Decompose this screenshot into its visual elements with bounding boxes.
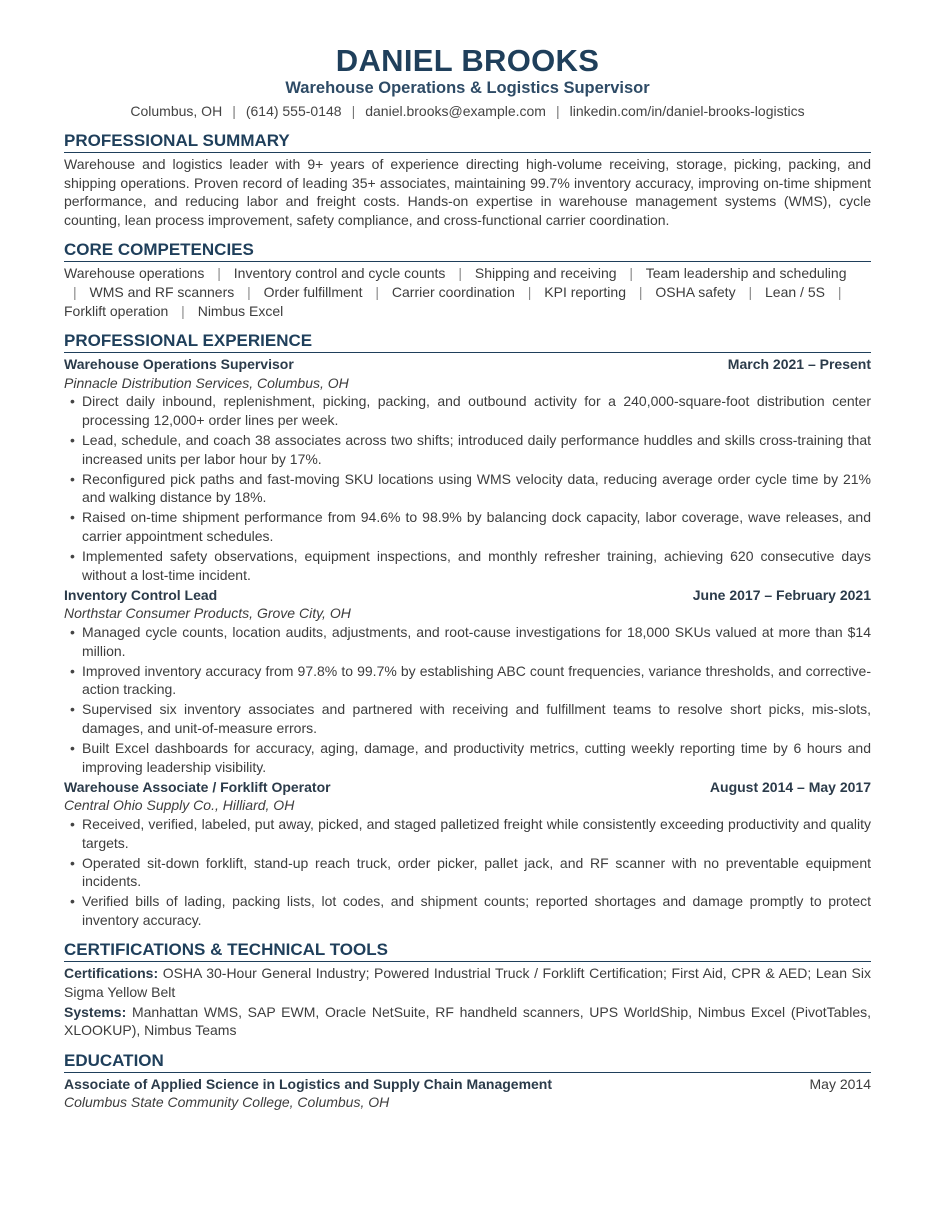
job-dates: March 2021 – Present — [727, 356, 871, 373]
job-bullets — [64, 392, 871, 584]
competency-separator: | — [73, 283, 77, 300]
contact-location: Columbus, OH — [130, 103, 223, 119]
experience-section — [64, 331, 871, 929]
competency-item: Carrier coordination — [391, 283, 515, 300]
job-entry — [64, 778, 871, 930]
job-title: Warehouse Associate / Forklift Operator — [64, 778, 331, 795]
resume-header — [64, 0, 871, 120]
competency-item: KPI reporting — [544, 283, 626, 300]
competency-item: Lean / 5S — [765, 283, 825, 300]
bullet-item: • Lead, schedule, and coach 38 associates across two shifts; introduced daily performance huddles and skills cross-training that increased units per labor hour by 17%. — [64, 431, 871, 468]
job-entry — [64, 586, 871, 776]
contact-separator: | — [351, 103, 356, 119]
competency-item: Team leadership and scheduling — [645, 265, 847, 282]
job-dates: August 2014 – May 2017 — [709, 778, 871, 795]
bullet-item: • Verified bills of lading, packing lists, lot codes, and shipment counts; reported shortages and damage promptly to protect inventory accuracy. — [64, 892, 871, 929]
competency-separator: | — [837, 283, 842, 300]
certifications-label: Certifications: — [64, 965, 159, 982]
experience-heading: PROFESSIONAL EXPERIENCE — [64, 331, 871, 353]
education-degree: Associate of Applied Science in Logistics and Supply Chain Management — [64, 1075, 553, 1092]
competency-item: Inventory control and cycle counts — [233, 265, 446, 282]
education-body — [64, 1075, 871, 1112]
job-entry — [64, 355, 871, 584]
contact-linkedin[interactable]: linkedin.com/in/daniel-brooks-logistics — [569, 103, 805, 119]
contact-phone: (614) 555-0148 — [245, 103, 342, 119]
contact-line — [64, 102, 871, 120]
bullet-item: • Supervised six inventory associates and partnered with receiving and fulfillment teams to resolve short picks, mis-slots, damages, and unit-of-measure errors. — [64, 700, 871, 737]
competency-separator: | — [458, 265, 462, 282]
contact-separator: | — [555, 103, 560, 119]
competency-item: Warehouse operations — [64, 265, 205, 282]
bullet-item: • Raised on-time shipment performance from 94.6% to 98.9% by balancing dock capacity, labor coverage, wave releases, and carrier appointment schedules. — [64, 508, 871, 545]
bullet-item: • Improved inventory accuracy from 97.8% to 99.7% by establishing ABC count frequencies, variance thresholds, and corrective-action tracking. — [64, 662, 871, 699]
bullet-item: • Direct daily inbound, replenishment, picking, packing, and outbound activity for a 240,000-square-foot distribution center processing 12,000+ order lines per week. — [64, 392, 871, 429]
education-heading: EDUCATION — [64, 1051, 871, 1073]
job-bullets — [64, 623, 871, 776]
job-title: Inventory Control Lead — [64, 586, 218, 603]
certifications-section — [64, 940, 871, 1039]
competency-separator: | — [217, 265, 221, 282]
education-school: Columbus State Community College, Columbus, OH — [64, 1094, 390, 1111]
summary-text: Warehouse and logistics leader with 9+ years of experience directing high-volume receiving, storage, picking, packing, and shipping operations. Proven record of leading 35+ associates, maintaining 99.7% inventory accuracy, improving on-time shipment performance, and reducing labor and freight costs. Hands-on expertise in warehouse management systems (WMS), cycle counting, lean process improvement, safety compliance, and cross-functional carrier coordination. — [64, 156, 871, 228]
bullet-item: • Operated sit-down forklift, stand-up reach truck, order picker, pallet jack, and RF scanner with no preventable equipment incidents. — [64, 854, 871, 891]
competency-item: Shipping and receiving — [474, 265, 617, 282]
certifications-text: OSHA 30-Hour General Industry; Powered Industrial Truck / Forklift Certification; First Aid, CPR & AED; Lean Six Sigma Yellow Belt — [64, 965, 872, 1001]
competencies-list — [64, 264, 871, 320]
competencies-section — [64, 240, 871, 320]
competency-separator: | — [181, 302, 185, 319]
bullet-item: • Implemented safety observations, equipment inspections, and monthly refresher training, achieving 620 consecutive days without a lost-time incident. — [64, 547, 871, 584]
education-section — [64, 1051, 871, 1112]
bullet-item: • Received, verified, labeled, put away, picked, and staged palletized freight while consistently exceeding productivity and quality targets. — [64, 815, 871, 852]
contact-email[interactable]: daniel.brooks@example.com — [365, 103, 546, 119]
job-organization: Central Ohio Supply Co., Hilliard, OH — [64, 797, 295, 814]
job-dates: June 2017 – February 2021 — [692, 586, 871, 603]
competency-separator: | — [638, 283, 643, 300]
job-header — [64, 355, 871, 374]
job-bullets — [64, 815, 871, 930]
systems-label: Systems: — [64, 1003, 127, 1020]
competency-separator: | — [375, 283, 380, 300]
experience-list — [64, 355, 871, 929]
job-header — [64, 586, 871, 605]
job-organization: Northstar Consumer Products, Grove City, OH — [64, 605, 351, 622]
summary-section — [64, 131, 871, 229]
competency-item: WMS and RF scanners — [89, 283, 235, 300]
systems-line — [64, 1003, 871, 1040]
bullet-item: • Built Excel dashboards for accuracy, aging, damage, and productivity metrics, cutting weekly reporting time by 6 hours and improving leadership visibility. — [64, 739, 871, 776]
job-title: Warehouse Operations Supervisor — [64, 356, 294, 373]
education-header — [64, 1075, 871, 1094]
certifications-line — [64, 964, 871, 1001]
competency-separator: | — [527, 283, 532, 300]
competencies-heading: CORE COMPETENCIES — [64, 240, 871, 262]
competency-separator: | — [247, 283, 251, 300]
competency-separator: | — [748, 283, 753, 300]
job-organization: Pinnacle Distribution Services, Columbus, OH — [64, 374, 349, 391]
candidate-title: Warehouse Operations & Logistics Supervisor — [285, 79, 650, 97]
summary-heading: PROFESSIONAL SUMMARY — [64, 131, 871, 153]
competency-item: Forklift operation — [64, 302, 169, 319]
competency-item: Order fulfillment — [263, 283, 363, 300]
job-header — [64, 778, 871, 797]
certifications-heading: CERTIFICATIONS & TECHNICAL TOOLS — [64, 940, 871, 962]
competency-separator: | — [629, 265, 634, 282]
bullet-item: • Managed cycle counts, location audits, adjustments, and root-cause investigations for 18,000 SKUs valued at more than $14 million. — [64, 623, 871, 660]
competency-item: Nimbus Excel — [197, 302, 284, 319]
bullet-item: • Reconfigured pick paths and fast-moving SKU locations using WMS velocity data, reducing average order cycle time by 21% and walking distance by 18%. — [64, 470, 871, 507]
education-date: May 2014 — [809, 1075, 871, 1092]
systems-text: Manhattan WMS, SAP EWM, Oracle NetSuite, RF handheld scanners, UPS WorldShip, Nimbus Excel (PivotTables, XLOOKUP), Nimbus Teams — [64, 1003, 871, 1039]
contact-separator: | — [232, 103, 236, 119]
certifications-body — [64, 964, 871, 1039]
competency-item: OSHA safety — [655, 283, 736, 300]
candidate-name: DANIEL BROOKS — [335, 43, 600, 78]
